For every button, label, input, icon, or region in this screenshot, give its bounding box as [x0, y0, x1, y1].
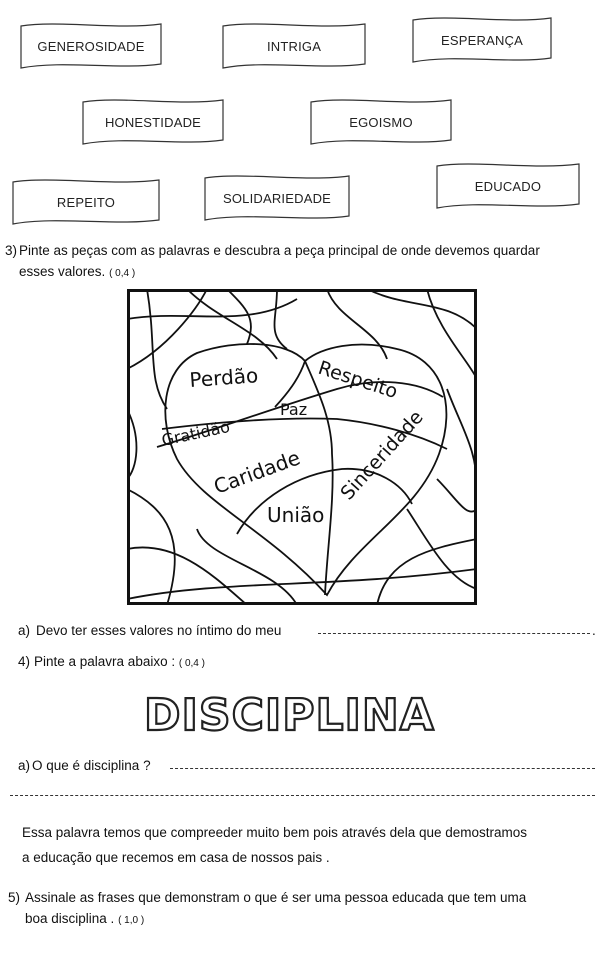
- q3-line2-text: esses valores.: [19, 264, 106, 279]
- q5-line1: Assinale as frases que demonstram o que é ser uma pessoa educada que tem uma: [25, 890, 527, 905]
- q5-number: 5): [8, 890, 21, 905]
- q3-number: 3): [5, 243, 18, 258]
- q3-points: ( 0,4 ): [109, 268, 136, 279]
- q3-line1: Pinte as peças com as palavras e descubra a peça principal de onde devemos quardar: [19, 243, 540, 258]
- puzzle-word-gratidao: Gratidão: [159, 416, 232, 450]
- banner-label: INTRIGA: [266, 38, 322, 54]
- q5-line2-text: boa disciplina .: [25, 911, 115, 926]
- banner-label: EDUCADO: [474, 178, 542, 194]
- q4-points: ( 0,4 ): [178, 658, 205, 669]
- q3a-text: Devo ter esses valores no íntimo do meu: [36, 623, 282, 638]
- q3-line2: [19, 263, 135, 283]
- banner-honestidade: [80, 96, 226, 148]
- q5-line2: [25, 910, 144, 930]
- paragraph-line1: Essa palavra temos que compreeder muito bem pois através dela que demostramos: [22, 825, 528, 840]
- puzzle-word-sinceridade: Sinceridade: [336, 406, 428, 505]
- q5-points: ( 1,0 ): [118, 915, 145, 926]
- q4a-answer-line-2[interactable]: [10, 795, 595, 796]
- puzzle-word-respeito: Respeito: [315, 356, 401, 404]
- puzzle-word-paz: Paz: [280, 400, 308, 419]
- q4-number: 4): [18, 654, 31, 669]
- banner-intriga: [220, 20, 368, 72]
- puzzle-word-caridade: Caridade: [210, 445, 304, 499]
- banner-label: GENEROSIDADE: [37, 38, 145, 54]
- banner-label: ESPERANÇA: [441, 32, 523, 48]
- banner-generosidade: [18, 20, 164, 72]
- disciplina-word-art: [140, 684, 450, 740]
- disciplina-word: DISCIPLINA: [144, 690, 435, 740]
- paragraph-line2: a educação que recemos em casa de nossos pais .: [22, 850, 330, 865]
- banner-egoismo: [308, 96, 454, 148]
- banner-label: REPEITO: [56, 194, 116, 210]
- puzzle-word-perdao: Perdão: [188, 363, 259, 392]
- banner-repeito: [10, 176, 162, 228]
- banner-label: HONESTIDADE: [104, 114, 202, 130]
- q4a-answer-line-1[interactable]: [170, 768, 595, 769]
- q4a-label: a): [18, 758, 31, 773]
- q4-text: Pinte a palavra abaixo :: [34, 654, 176, 669]
- puzzle-word-uniao: União: [267, 503, 325, 527]
- q3a-label: a): [18, 623, 31, 638]
- banner-label: SOLIDARIEDADE: [222, 190, 332, 206]
- banner-educado: [434, 160, 582, 212]
- q3a-answer-line[interactable]: [318, 633, 590, 634]
- banner-label: EGOISMO: [349, 114, 413, 130]
- banner-esperanca: [410, 14, 554, 66]
- heart-puzzle: [127, 289, 477, 605]
- q4a-text: O que é disciplina ?: [32, 758, 151, 773]
- q4-line: [34, 653, 205, 673]
- banner-solidariedade: [202, 172, 352, 224]
- q3a-end: .: [592, 623, 596, 638]
